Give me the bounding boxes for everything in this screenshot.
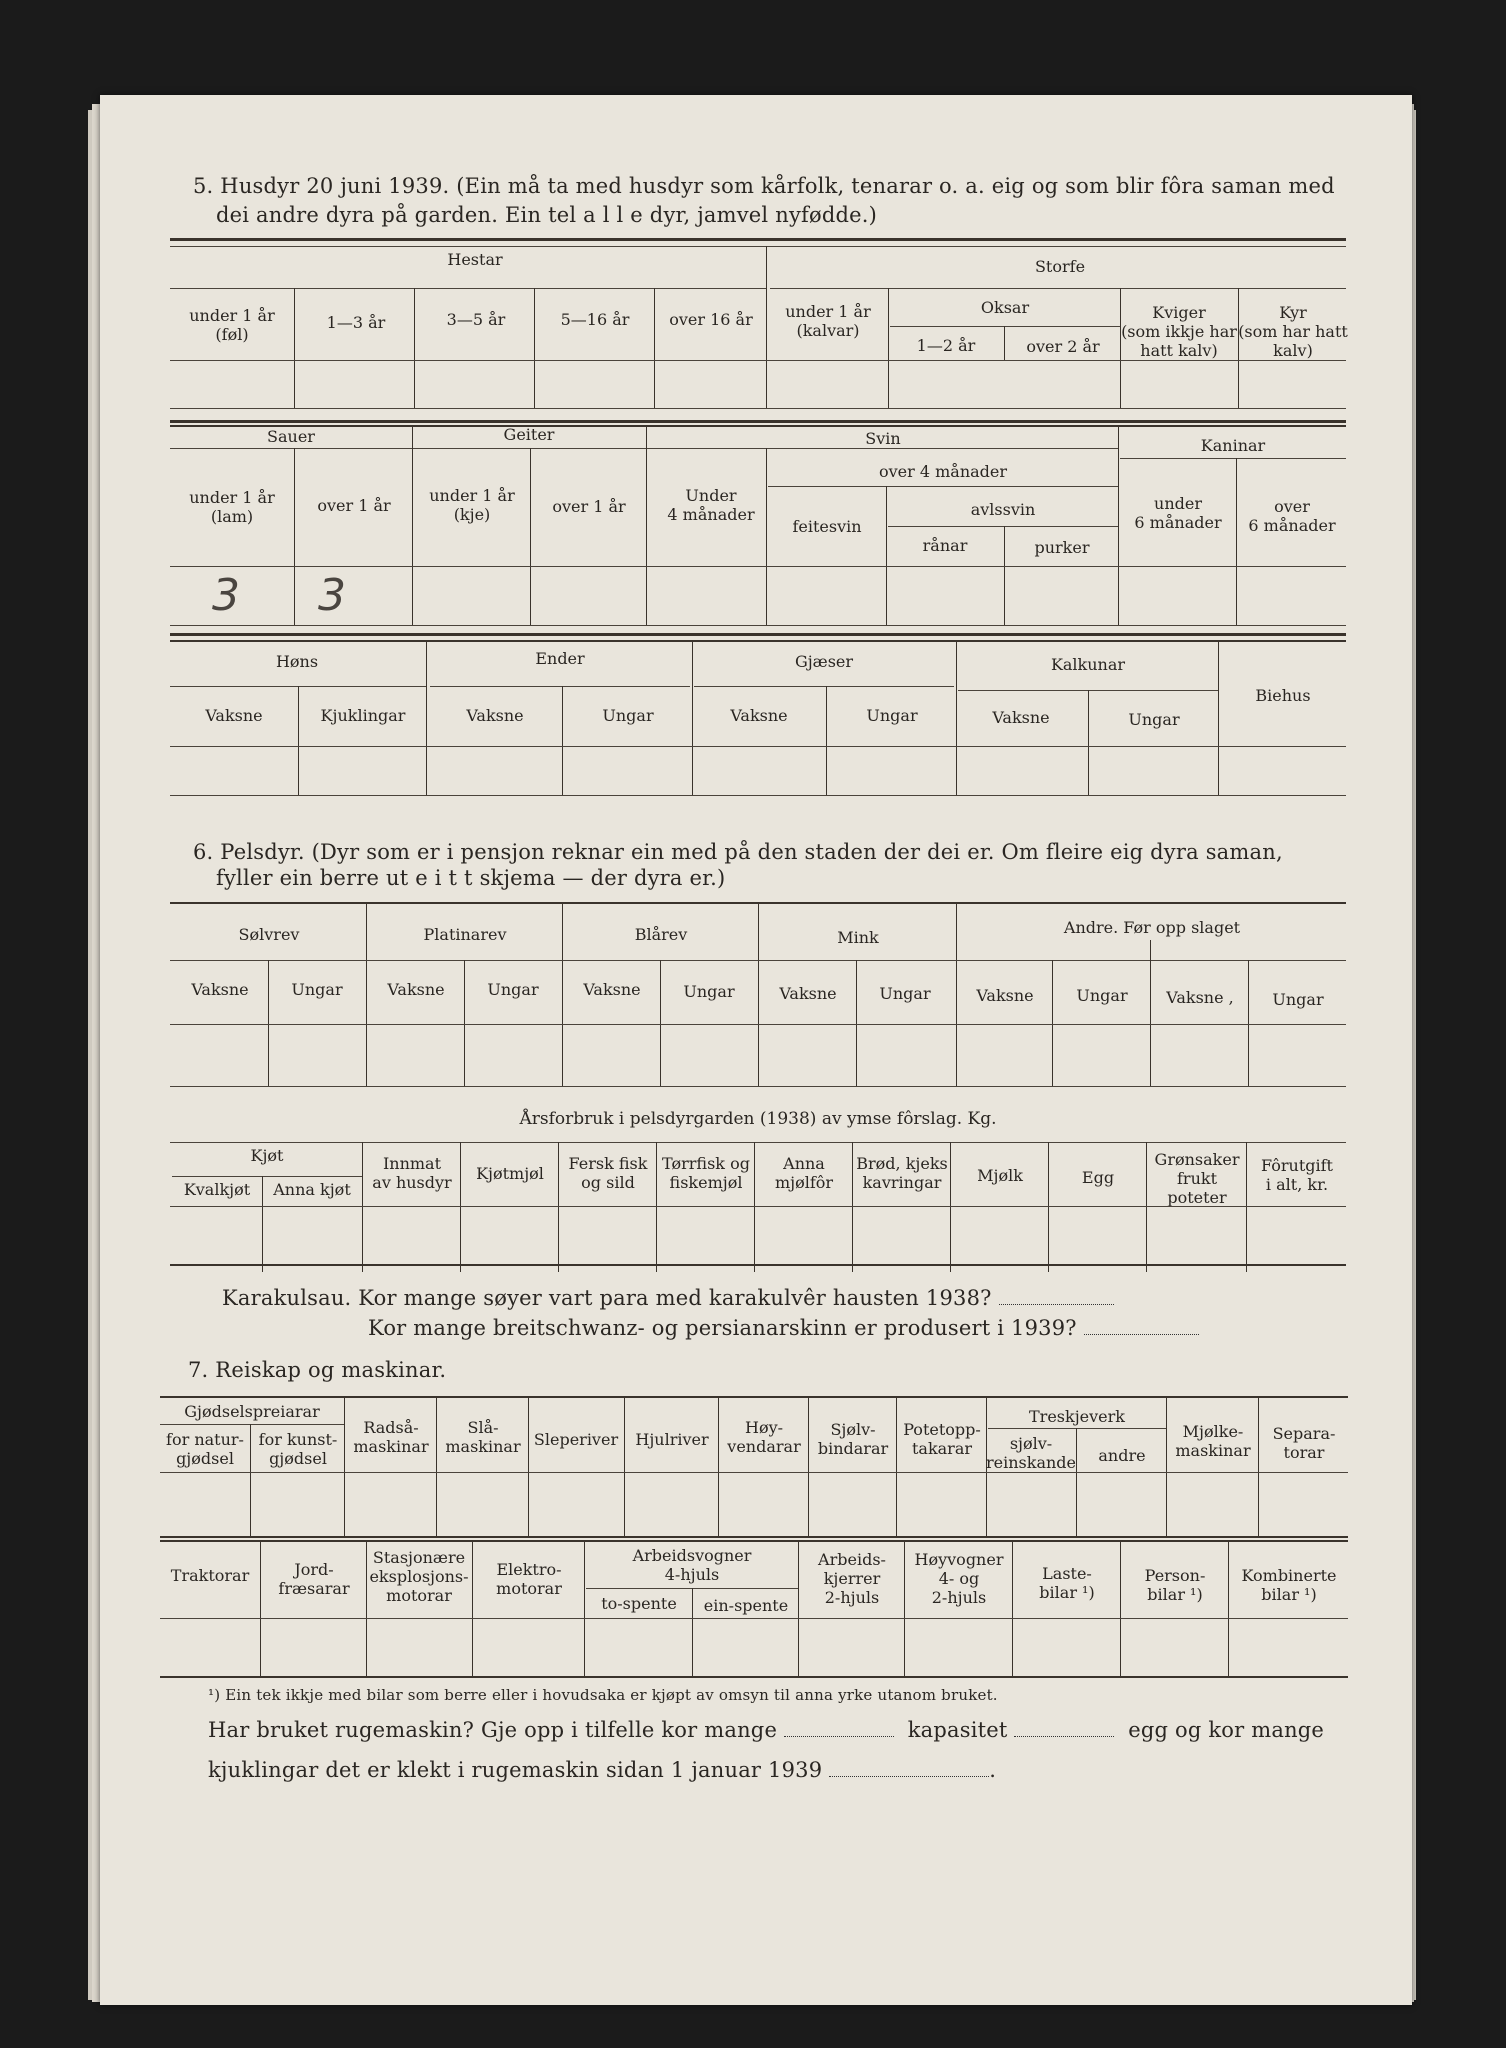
elektromotorar: Elektro- motorar — [496, 1560, 562, 1598]
divider — [250, 1424, 251, 1536]
for-naturgjodsel: for natur- gjødsel — [166, 1430, 244, 1468]
mink-ungar: Ungar — [879, 984, 931, 1003]
divider — [1150, 940, 1151, 1086]
divider — [758, 902, 759, 1086]
divider — [366, 1540, 367, 1676]
mjolkemaskinar: Mjølke- maskinar — [1175, 1422, 1251, 1460]
hestar-col1: under 1 år (føl) — [189, 306, 275, 344]
andre-ungar-2: Ungar — [1272, 990, 1324, 1009]
sauer-over1: over 1 år — [317, 496, 391, 515]
divider — [766, 448, 767, 625]
innmat: Innmat av husdyr — [372, 1154, 452, 1192]
ein-spente: ein-spente — [703, 1596, 789, 1615]
rule — [160, 1472, 1348, 1473]
divider — [1076, 1428, 1077, 1536]
kaninar-over6: over 6 månader — [1248, 497, 1336, 535]
rule — [170, 420, 1346, 423]
andre-ungar: Ungar — [1076, 986, 1128, 1005]
forutgift: Fôrutgift i alt, kr. — [1261, 1156, 1333, 1194]
rule — [170, 288, 766, 289]
divider — [528, 1396, 529, 1536]
gjodselspreiarar: Gjødselspreiarar — [184, 1402, 320, 1421]
kalkunar-header: Kalkunar — [1050, 655, 1126, 674]
divider — [646, 425, 647, 625]
oksar-1-2: 1—2 år — [916, 336, 976, 355]
rule — [170, 566, 1346, 567]
rule — [170, 1206, 1346, 1207]
hons-kjuklingar: Kjuklingar — [320, 706, 406, 725]
geiter-kje: under 1 år (kje) — [429, 486, 515, 524]
geiter-header: Geiter — [503, 425, 555, 444]
hoyvendarar: Høy- vendarar — [727, 1418, 801, 1456]
divider — [436, 1396, 437, 1536]
rule — [170, 625, 1346, 626]
blarev-ungar: Ungar — [683, 982, 735, 1001]
anna-kjot: Anna kjøt — [273, 1180, 351, 1199]
rule — [170, 448, 1118, 449]
divider — [534, 288, 535, 408]
kombinerte-bilar: Kombinerte bilar ¹) — [1241, 1566, 1337, 1604]
divider — [808, 1396, 809, 1536]
divider — [624, 1396, 625, 1536]
handwritten-lam-count: 3 — [212, 570, 240, 621]
rule — [694, 686, 954, 687]
divider — [1166, 1396, 1167, 1536]
divider — [1236, 458, 1237, 625]
rule — [170, 1264, 1346, 1266]
geiter-over1: over 1 år — [552, 497, 626, 516]
divider — [904, 1540, 905, 1676]
blarev-header: Blårev — [634, 925, 688, 944]
divider — [754, 1142, 755, 1272]
divider — [956, 640, 957, 795]
handwritten-sauer-count: 3 — [318, 570, 346, 621]
hestar-col3: 3—5 år — [446, 310, 506, 329]
divider — [1004, 326, 1005, 360]
divider — [562, 902, 563, 1086]
rule — [430, 686, 690, 687]
divider — [298, 686, 299, 795]
andre-vaksne: Vaksne — [976, 986, 1034, 1005]
hestar-col5: over 16 år — [669, 310, 753, 329]
brod-kjeks: Brød, kjeks kavringar — [856, 1154, 948, 1192]
arbeidsvogner: Arbeidsvogner 4-hjuls — [632, 1546, 752, 1584]
divider — [852, 1142, 853, 1272]
hestar-col2: 1—3 år — [326, 313, 386, 332]
lastebilar: Laste- bilar ¹) — [1039, 1564, 1095, 1602]
rugemaskin-question-2: kjuklingar det er klekt i rugemaskin sidan 1 januar 1939 . — [208, 1758, 997, 1782]
kviger-header: Kviger (som ikkje har hatt kalv) — [1121, 303, 1237, 360]
storfe-header: Storfe — [1034, 257, 1086, 276]
treskjeverk: Treskjeverk — [1029, 1407, 1125, 1426]
arbeidskjerrer: Arbeids- kjerrer 2-hjuls — [818, 1550, 886, 1607]
divider — [1120, 1540, 1121, 1676]
rule — [172, 1176, 362, 1177]
karakul-question-1: Karakulsau. Kor mange søyer vart para med karakulvêr hausten 1938? — [222, 1286, 1114, 1310]
sleperiver: Sleperiver — [533, 1430, 619, 1449]
divider — [294, 288, 295, 408]
andre-treskjeverk: andre — [1098, 1446, 1146, 1465]
hestar-col4: 5—16 år — [560, 310, 630, 329]
section7-title: 7. Reiskap og maskinar. — [188, 1358, 447, 1382]
rule — [160, 1424, 344, 1425]
kalkunar-ungar: Ungar — [1128, 710, 1180, 729]
rule — [160, 1540, 1348, 1542]
divider — [366, 902, 367, 1086]
divider — [1218, 640, 1219, 795]
potetopptakarar: Potetopp- takarar — [903, 1420, 981, 1458]
radsamaskinar: Radså- maskinar — [353, 1418, 429, 1456]
egg: Egg — [1081, 1168, 1115, 1187]
divider — [896, 1396, 897, 1536]
torrfisk: Tørrfisk og fiskemjøl — [662, 1154, 750, 1192]
divider — [460, 1142, 461, 1272]
rule — [888, 526, 1118, 527]
kjotmjol: Kjøtmjøl — [476, 1164, 544, 1183]
rule — [170, 795, 1346, 796]
sauer-header: Sauer — [267, 427, 315, 446]
gjaeser-vaksne: Vaksne — [730, 706, 788, 725]
divider — [268, 960, 269, 1086]
oksar-over2: over 2 år — [1026, 337, 1100, 356]
solvrev-header: Sølvrev — [238, 925, 300, 944]
solvrev-vaksne: Vaksne — [191, 980, 249, 999]
to-spente: to-spente — [601, 1594, 677, 1613]
ender-header: Ender — [535, 649, 585, 668]
rule — [170, 1024, 1346, 1025]
section6-title-line2: fyller ein berre ut e i t t skjema — der dyra er.) — [216, 866, 726, 890]
platinarev-header: Platinarev — [423, 925, 507, 944]
divider — [1012, 1540, 1013, 1676]
karakul-question-2: Kor mange breitschwanz- og persianarskinn er produsert i 1939? — [368, 1316, 1199, 1340]
divider — [412, 425, 413, 625]
divider — [718, 1396, 719, 1536]
divider — [856, 960, 857, 1086]
separatorar: Separa- torar — [1272, 1424, 1336, 1462]
solvrev-ungar: Ungar — [291, 980, 343, 999]
divider — [464, 960, 465, 1086]
traktorar: Traktorar — [170, 1566, 250, 1585]
rule — [170, 360, 1346, 361]
purker: purker — [1034, 538, 1090, 557]
rule — [768, 486, 1118, 487]
gronsaker: Grønsaker frukt poteter — [1154, 1150, 1240, 1207]
divider — [558, 1142, 559, 1272]
hons-vaksne: Vaksne — [205, 706, 263, 725]
rugemaskin-question: Har bruket rugemaskin? Gje opp i tilfelle kor mange kapasitet egg og kor mange — [208, 1718, 1325, 1742]
divider — [1246, 1142, 1247, 1272]
mjolk: Mjølk — [977, 1166, 1023, 1185]
divider — [426, 640, 427, 795]
hoyvogner: Høyvogner 4- og 2-hjuls — [914, 1550, 1004, 1607]
hestar-header: Hestar — [447, 250, 503, 269]
divider — [654, 288, 655, 408]
slamaskinar: Slå- maskinar — [445, 1418, 521, 1456]
gjaeser-header: Gjæser — [794, 652, 854, 671]
sjolvbindarar: Sjølv- bindarar — [817, 1420, 889, 1458]
ender-vaksne: Vaksne — [466, 706, 524, 725]
rule — [988, 1428, 1166, 1429]
rule — [160, 1396, 1348, 1398]
divider — [888, 288, 889, 408]
rule — [170, 408, 1346, 409]
rule — [170, 746, 1346, 747]
divider — [950, 1142, 951, 1272]
jordfraesarar: Jord- fræsarar — [278, 1560, 350, 1598]
biehus-header: Biehus — [1255, 686, 1311, 705]
svin-header: Svin — [865, 429, 901, 448]
section5-title-line2: dei andre dyra på garden. Ein tel a l l e dyr, jamvel nyfødde.) — [216, 203, 878, 227]
divider — [886, 486, 887, 625]
divider — [692, 640, 693, 795]
rule — [160, 1618, 1348, 1619]
divider — [656, 1142, 657, 1272]
rule — [170, 960, 1346, 961]
divider — [1048, 1142, 1049, 1272]
rule — [170, 246, 1346, 247]
rule — [170, 633, 1346, 636]
stasjonaere-motorar: Stasjonære eksplosjons- motorar — [369, 1548, 469, 1605]
kalkunar-vaksne: Vaksne — [992, 708, 1050, 727]
avlssvin: avlssvin — [970, 500, 1036, 519]
divider — [260, 1540, 261, 1676]
svin-under4: Under 4 månader — [667, 486, 755, 524]
for-kunstgjodsel: for kunst- gjødsel — [258, 1430, 338, 1468]
kaninar-under6: under 6 månader — [1134, 494, 1222, 532]
ender-ungar: Ungar — [602, 706, 654, 725]
storfe-kalvar: under 1 år (kalvar) — [785, 302, 871, 340]
mink-header: Mink — [837, 928, 879, 947]
forbruk-heading: Årsforbruk i pelsdyrgarden (1938) av ymse fôrslag. Kg. — [519, 1109, 997, 1129]
ranar: rånar — [922, 536, 968, 555]
svin-over4: over 4 månader — [878, 462, 1008, 481]
divider — [1088, 690, 1089, 795]
anna-mjolfor: Anna mjølfôr — [774, 1154, 834, 1192]
divider — [262, 1176, 263, 1272]
platinarev-vaksne: Vaksne — [387, 980, 445, 999]
divider — [692, 1588, 693, 1676]
divider — [1052, 960, 1053, 1086]
kyr-header: Kyr (som har hatt kalv) — [1238, 303, 1348, 360]
oksar-header: Oksar — [980, 298, 1030, 317]
divider — [798, 1540, 799, 1676]
hons-header: Høns — [275, 652, 319, 671]
divider — [584, 1540, 585, 1676]
divider — [1248, 960, 1249, 1086]
rule — [770, 288, 1346, 289]
kaninar-header: Kaninar — [1200, 436, 1266, 455]
sauer-lam: under 1 år (lam) — [189, 488, 275, 526]
divider — [826, 686, 827, 795]
blarev-vaksne: Vaksne — [583, 980, 641, 999]
divider — [530, 448, 531, 625]
rule — [170, 1086, 1346, 1087]
divider — [660, 960, 661, 1086]
feitesvin: feitesvin — [792, 517, 862, 536]
divider — [956, 902, 957, 1086]
divider — [1228, 1540, 1229, 1676]
sjolvreinskande: sjølv- reinskande — [986, 1434, 1076, 1472]
divider — [1118, 425, 1119, 625]
divider — [344, 1396, 345, 1536]
section5-title: 5. Husdyr 20 juni 1939. (Ein må ta med husdyr som kårfolk, tenarar o. a. eig og som blir fôra saman med — [193, 174, 1335, 198]
divider — [414, 288, 415, 408]
kjot-header: Kjøt — [250, 1146, 284, 1165]
divider — [472, 1540, 473, 1676]
platinarev-ungar: Ungar — [487, 980, 539, 999]
gjaeser-ungar: Ungar — [866, 706, 918, 725]
rule — [170, 640, 1346, 642]
rule — [160, 1676, 1348, 1678]
rule — [160, 1536, 1348, 1538]
andre-vaksne-2: Vaksne , — [1166, 988, 1234, 1007]
divider — [562, 686, 563, 795]
andre-header: Andre. Før opp slaget — [1063, 918, 1241, 937]
rule — [890, 326, 1120, 327]
divider — [362, 1142, 363, 1272]
rule — [170, 1142, 1346, 1143]
personbilar: Person- bilar ¹) — [1144, 1566, 1206, 1604]
divider — [1004, 526, 1005, 625]
mink-vaksne: Vaksne — [779, 984, 837, 1003]
section6-title: 6. Pelsdyr. (Dyr som er i pensjon reknar ein med på den staden der dei er. Om fleire eig dyra saman, — [193, 840, 1283, 864]
divider — [294, 448, 295, 625]
footnote: ¹) Ein tek ikkje med bilar som berre eller i hovudsaka er kjøpt av omsyn til anna yrke utanom bruket. — [208, 1686, 998, 1704]
rule — [1120, 458, 1346, 459]
hjulriver: Hjulriver — [635, 1430, 709, 1449]
divider — [1146, 1142, 1147, 1272]
rule — [170, 238, 1346, 241]
divider — [766, 246, 767, 408]
kvalkjot: Kvalkjøt — [183, 1180, 251, 1199]
fersk-fisk: Fersk fisk og sild — [568, 1154, 648, 1192]
divider — [1258, 1396, 1259, 1536]
